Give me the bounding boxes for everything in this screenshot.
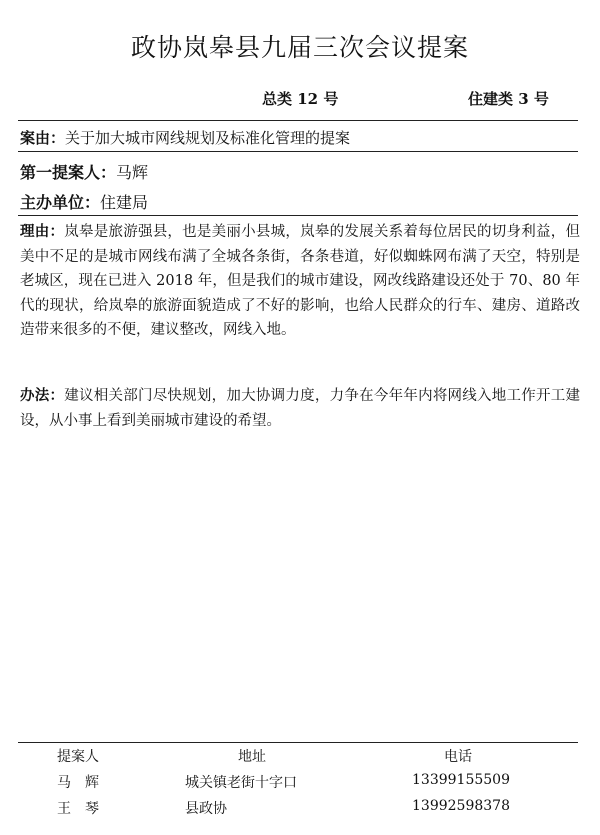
proposer-name: 马 辉	[57, 775, 99, 791]
reason-text: 岚皋是旅游强县，也是美丽小县城，岚皋的发展关系着每位居民的切身利益，但美中不足的是城市网线布满了全城各条街，各条巷道，好似蜘蛛网布满了天空，特别是老城区，现在已进入 2018 年，但是我们的城市建设，网改线路建设还处于 70、80 年代的现状，给岚皋的旅游面貌造成了不好的影响，也给人民群众的行车、建房、道路改造带来很多的不便，建议整改，网线入地。	[20, 224, 581, 339]
specific-class-number: 住建类 3 号	[468, 90, 549, 108]
proposer-address: 县政协	[185, 801, 227, 817]
signature-divider	[18, 742, 578, 743]
divider-top	[18, 120, 578, 121]
table-row	[0, 798, 600, 822]
reason-label: 理由：	[20, 224, 65, 240]
case-row	[20, 127, 580, 148]
first-proposer-name: 马辉	[116, 163, 149, 182]
first-proposer-label: 第一提案人：	[20, 163, 117, 182]
method-text: 建议相关部门尽快规划，加大协调力度，力争在今年年内将网线入地工作开工建设，从小事上看到美丽城市建设的希望。	[20, 388, 581, 429]
header-proposer: 提案人	[57, 749, 99, 765]
table-row	[0, 772, 600, 796]
host-unit-row	[20, 190, 580, 213]
proposer-phone: 13992598378	[412, 798, 510, 814]
host-unit-name: 住建局	[100, 193, 149, 212]
case-text: 关于加大城市网线规划及标准化管理的提案	[65, 129, 351, 147]
proposer-name: 王 琴	[57, 801, 99, 817]
first-proposer-row	[20, 160, 580, 183]
divider-host	[18, 215, 578, 216]
general-class-number: 总类 12 号	[262, 90, 339, 108]
method-paragraph	[20, 384, 580, 433]
divider-case	[18, 151, 578, 152]
case-label: 案由：	[20, 129, 66, 147]
proposer-phone: 13399155509	[412, 772, 510, 788]
header-phone: 电话	[444, 749, 472, 765]
header-address: 地址	[238, 749, 266, 765]
method-label: 办法：	[20, 388, 65, 404]
host-unit-label: 主办单位：	[20, 193, 101, 212]
document-title: 政协岚皋县九届三次会议提案	[130, 33, 469, 62]
reason-paragraph	[20, 220, 580, 343]
signatories-header-row	[0, 746, 600, 770]
proposer-address: 城关镇老街十字口	[185, 775, 297, 791]
